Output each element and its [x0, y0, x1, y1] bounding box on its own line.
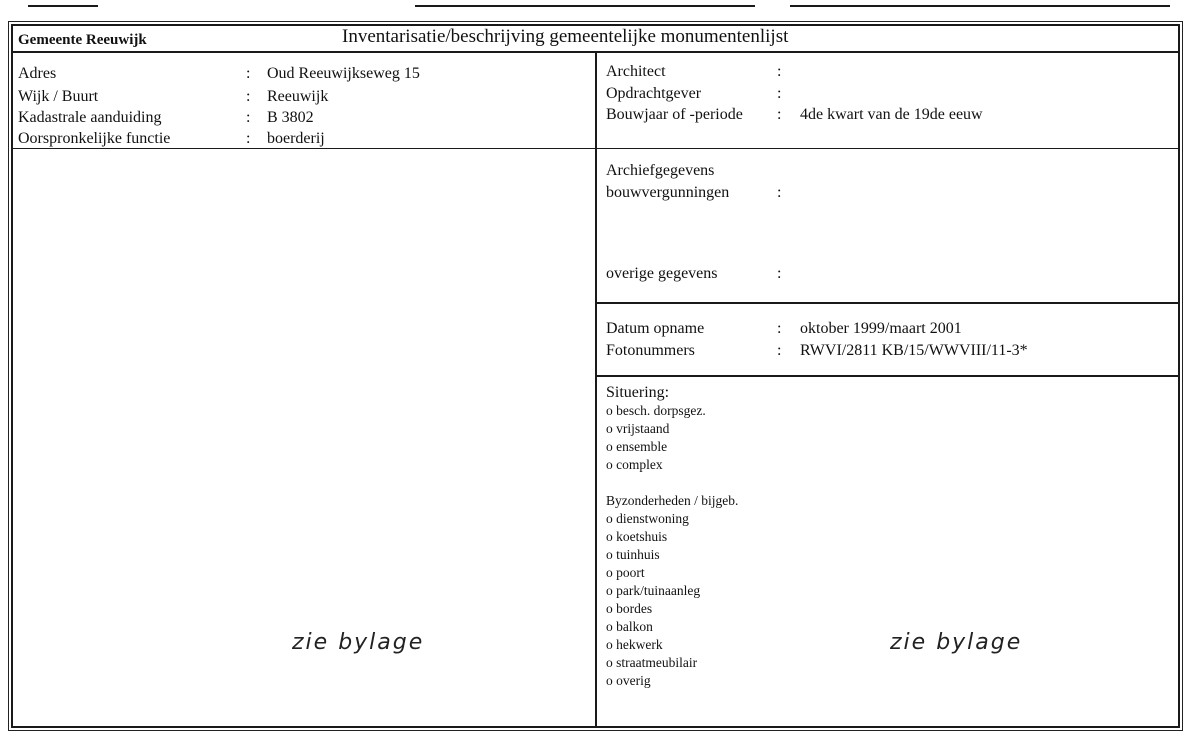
wijk-buurt-label: Wijk / Buurt	[18, 88, 99, 105]
datum-opname-value: oktober 1999/maart 2001	[800, 320, 962, 337]
left-info-divider	[11, 148, 597, 149]
functie-value: boerderij	[267, 130, 325, 147]
right-divider-3	[595, 375, 1180, 377]
list-item: o balkon	[606, 619, 653, 634]
permits-colon: :	[777, 184, 782, 201]
fotonummers-value: RWVI/2811 KB/15/WWVIII/11-3*	[800, 342, 1028, 359]
functie-label: Oorspronkelijke functie	[18, 130, 171, 147]
list-item: o koetshuis	[606, 529, 668, 544]
right-divider-1	[595, 148, 1180, 149]
architect-colon: :	[777, 63, 782, 80]
archive-title: Archiefgegevens	[606, 162, 715, 179]
other-data-colon: :	[777, 265, 782, 282]
opdrachtgever-label: Opdrachtgever	[606, 85, 702, 102]
functie-colon: :	[246, 130, 251, 147]
adres-colon: :	[246, 65, 251, 82]
list-item: o hekwerk	[606, 637, 663, 652]
opdrachtgever-colon: :	[777, 85, 782, 102]
top-decor-line-3	[790, 5, 1170, 7]
architect-label: Architect	[606, 63, 666, 80]
permits-label: bouwvergunningen	[606, 184, 730, 201]
bouwjaar-colon: :	[777, 106, 782, 123]
list-item: o bordes	[606, 601, 653, 616]
kadastrale-colon: :	[246, 109, 251, 126]
list-item: o overig	[606, 673, 651, 688]
datum-opname-colon: :	[777, 320, 782, 337]
fotonummers-colon: :	[777, 342, 782, 359]
municipality-name: Gemeente Reeuwijk	[18, 32, 147, 48]
kadastrale-value: B 3802	[267, 109, 314, 126]
list-item: o tuinhuis	[606, 547, 660, 562]
bouwjaar-value: 4de kwart van de 19de eeuw	[800, 106, 983, 123]
right-divider-2	[595, 302, 1180, 304]
bouwjaar-label: Bouwjaar of -periode	[606, 106, 743, 123]
page-title: Inventarisatie/beschrijving gemeentelijke monumentenlijst	[342, 26, 789, 47]
handwritten-note-right: zie bylage	[890, 630, 1023, 655]
top-decor-line-1	[28, 5, 98, 7]
list-item: o vrijstaand	[606, 421, 670, 436]
list-item: o straatmeubilair	[606, 655, 698, 670]
kadastrale-label: Kadastrale aanduiding	[18, 109, 162, 126]
wijk-buurt-value: Reeuwijk	[267, 88, 329, 105]
list-item: o park/tuinaanleg	[606, 583, 701, 598]
other-data-label: overige gegevens	[606, 265, 718, 282]
list-item: o poort	[606, 565, 645, 580]
fotonummers-label: Fotonummers	[606, 342, 695, 359]
list-item: o complex	[606, 457, 663, 472]
situering-title: Situering:	[606, 384, 670, 401]
list-item: o dienstwoning	[606, 511, 689, 526]
datum-opname-label: Datum opname	[606, 320, 705, 337]
list-item: o ensemble	[606, 439, 668, 454]
adres-label: Adres	[18, 65, 57, 82]
adres-value: Oud Reeuwijkseweg 15	[267, 65, 420, 82]
wijk-buurt-colon: :	[246, 88, 251, 105]
list-item: o besch. dorpsgez.	[606, 403, 706, 418]
column-divider	[595, 51, 597, 728]
handwritten-note-left: zie bylage	[292, 630, 425, 655]
bijzonderheden-title: Byzonderheden / bijgeb.	[606, 493, 739, 508]
top-decor-line-2	[415, 5, 755, 7]
